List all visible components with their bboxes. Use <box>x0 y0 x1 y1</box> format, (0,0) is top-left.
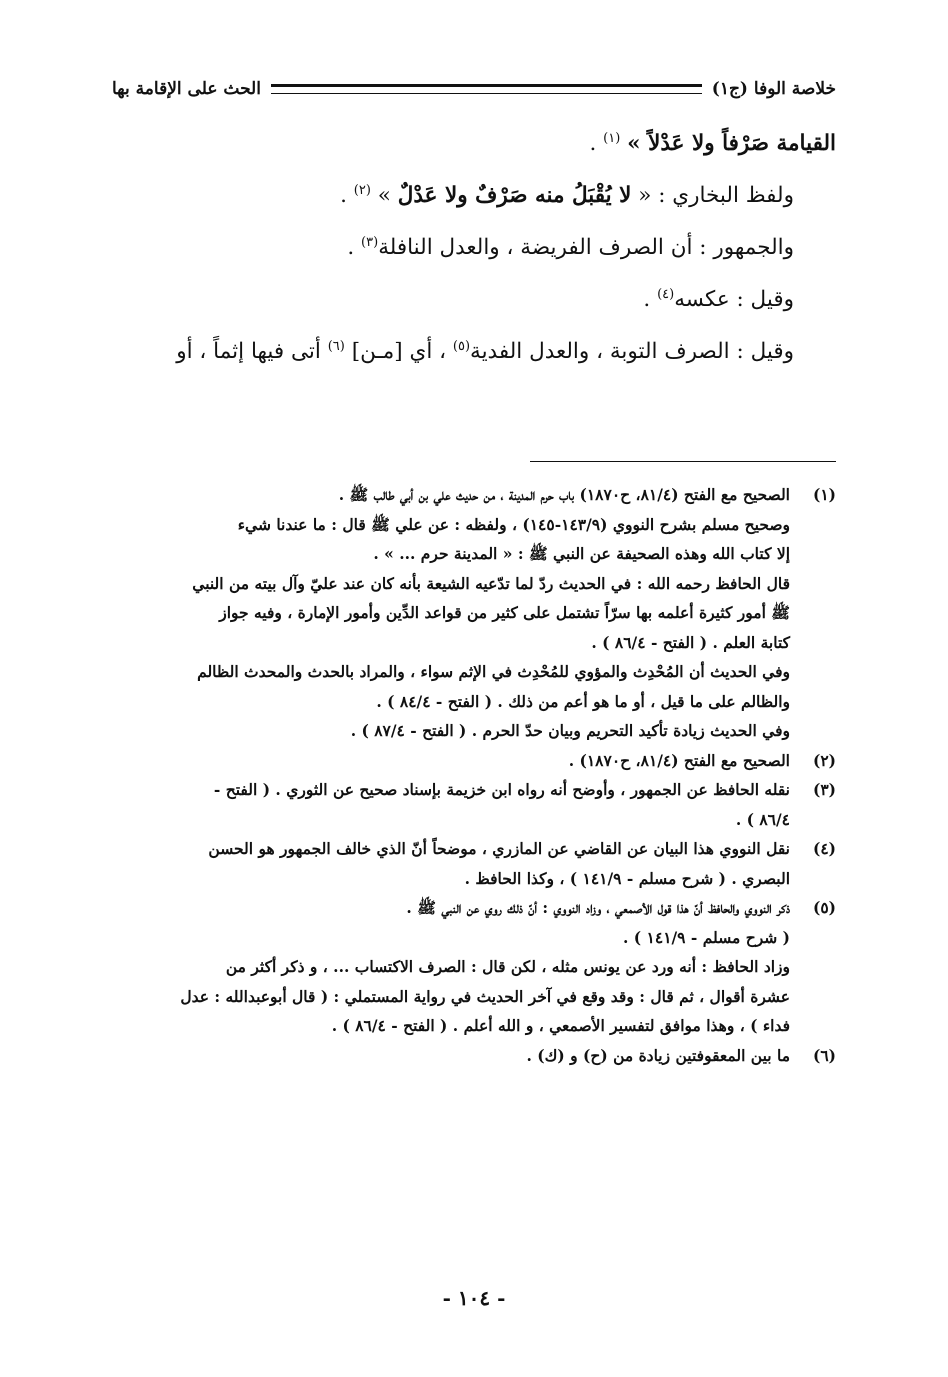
footnote-number: (٤) <box>812 839 836 858</box>
footnote-line: ﷺ أمور كثيرة أعلمه بها سرّاً تشتمل على كثير من قواعد الدِّين وأمور الإمارة ، وفيه جواز <box>219 603 790 622</box>
footnote-4 <box>116 834 836 893</box>
footnote-number: (٦) <box>812 1045 836 1065</box>
footnote-5 <box>116 893 836 1041</box>
footnote-line: البصري . ( شرح مسلم - ١٤١/٩ ) ، وكذا الحافظ . <box>464 868 790 888</box>
main-line-5: وقيل : الصرف التوبة ، والعدل الفدية$^{(٥)}$ ، أي [مـن] $^{(٦)}$ أتى فيها إثماً ، أو <box>176 338 794 364</box>
footnote-line: نقل النووي هذا البيان عن القاضي عن المازري ، موضحاً أنّ الذي خالف الجمهور هو الحسن <box>208 839 790 858</box>
footnote-number: (١) <box>812 485 836 504</box>
footnote-line: عشرة أقوال ، ثم قال : وقد وقع في آخر الحديث في رواية المستملي : ( قال أبوعبدالله : عدل <box>180 986 790 1006</box>
main-line-4: وقيل : عكسه$^{(٤)}$ . <box>643 286 794 312</box>
footnote-line: وفي الحديث زيادة تأكيد التحريم وبيان حدّ الحرم . ( الفتح - ٨٧/٤ ) . <box>350 721 790 740</box>
page-number: - ١٠٤ - <box>442 1286 506 1310</box>
footnote-ref[interactable]: (٥) <box>452 338 471 354</box>
footnote-line: وصحيح مسلم بشرح النووي (١٤٣/٩-١٤٥) ، ولفظه : عن علي ﷺ قال : ما عندنا شيء <box>237 514 790 534</box>
footnote-ref[interactable]: (٤) <box>657 286 675 302</box>
footnote-line: ذكر النووي والحافظ أنّ هذا قول الأصمعي ، وزاد النووي : أنّ ذلك روي عن النبي ﷺ . <box>406 898 790 917</box>
footnote-line: قال الحافظ رحمه الله : في الحديث ردّ لما تدّعيه الشيعة بأنه كان عند عليّ وآل بيته من النبي <box>192 573 790 593</box>
footnote-ref[interactable]: (١) <box>603 130 621 146</box>
footnote-3 <box>116 775 836 834</box>
main-text <box>116 118 836 378</box>
main-line-3: والجمهور : أن الصرف الفريضة ، والعدل النافلة$^{(٣)}$ . <box>347 234 794 260</box>
footnotes <box>116 480 836 1070</box>
footnote-separator <box>530 461 836 462</box>
main-line-1: القيامة صَرْفاً ولا عَدْلاً » $^{(١)}$ . <box>589 130 836 156</box>
footnote-number: (٣) <box>812 780 836 799</box>
book-title: خلاصة الوفا (ج١) <box>711 79 836 99</box>
main-line-2: ولفظ البخاري : « لا يُقْبَلُ منه صَرْفٌ ولا عَدْلٌ » $^{(٢)}$ . <box>340 182 794 208</box>
footnote-line: الصحيح مع الفتح (٨١/٤، ح١٨٧٠) باب حرم المدينة ، من حديث علي بن أبي طالب ﷺ . <box>338 485 790 504</box>
running-header <box>112 74 836 104</box>
footnote-line: الصحيح مع الفتح (٨١/٤، ح١٨٧٠) . <box>568 750 790 770</box>
footnote-line: ما بين المعقوفتين زيادة من (ح) و (ك) . <box>526 1045 790 1065</box>
footnote-ref[interactable]: (٣) <box>361 234 379 250</box>
hadith-quote: القيامة صَرْفاً ولا عَدْلاً <box>648 131 836 156</box>
hadith-quote: لا يُقْبَلُ منه صَرْفٌ ولا عَدْلٌ <box>397 183 632 208</box>
footnote-line: وزاد الحافظ : أنه ورد عن يونس مثله ، لكن قال : الصرف الاكتساب ... ، و ذكر أكثر من <box>225 957 790 976</box>
footnote-ref[interactable]: (٢) <box>353 182 371 198</box>
footnote-line: وفي الحديث أن المُحْدِث والمؤوي للمُحْدِث في الإثم سواء ، والمراد بالحدث والمحدث الظالم <box>197 662 790 681</box>
footnote-1 <box>116 480 836 746</box>
footnote-line: نقله الحافظ عن الجمهور ، وأوضح أنه رواه ابن خزيمة بإسناد صحيح عن الثوري . ( الفتح - <box>213 780 790 799</box>
chapter-title: الحث على الإقامة بها <box>112 79 261 99</box>
footnote-line: إلا كتاب الله وهذه الصحيفة عن النبي ﷺ : « المدينة حرم ... » . <box>373 544 790 563</box>
header-rule <box>271 84 702 94</box>
footnote-line: والظالم على ما قيل ، أو ما هو أعم من ذلك . ( الفتح - ٨٤/٤ ) . <box>376 691 790 711</box>
footnote-number: (٥) <box>812 898 836 917</box>
footnote-line: كتابة العلم . ( الفتح - ٨٦/٤ ) . <box>591 632 790 652</box>
footnote-line: فداء ) ، وهذا موافق لتفسير الأصمعي ، و الله أعلم . ( الفتح - ٨٦/٤ ) . <box>331 1016 790 1035</box>
footnote-number: (٢) <box>812 750 836 770</box>
footnote-line: ٨٦/٤ ) . <box>735 809 790 829</box>
footnote-6 <box>116 1041 836 1071</box>
footnote-2 <box>116 746 836 776</box>
footnote-ref[interactable]: (٦) <box>327 338 345 354</box>
footnote-line: ( شرح مسلم - ١٤١/٩ ) . <box>623 927 790 947</box>
